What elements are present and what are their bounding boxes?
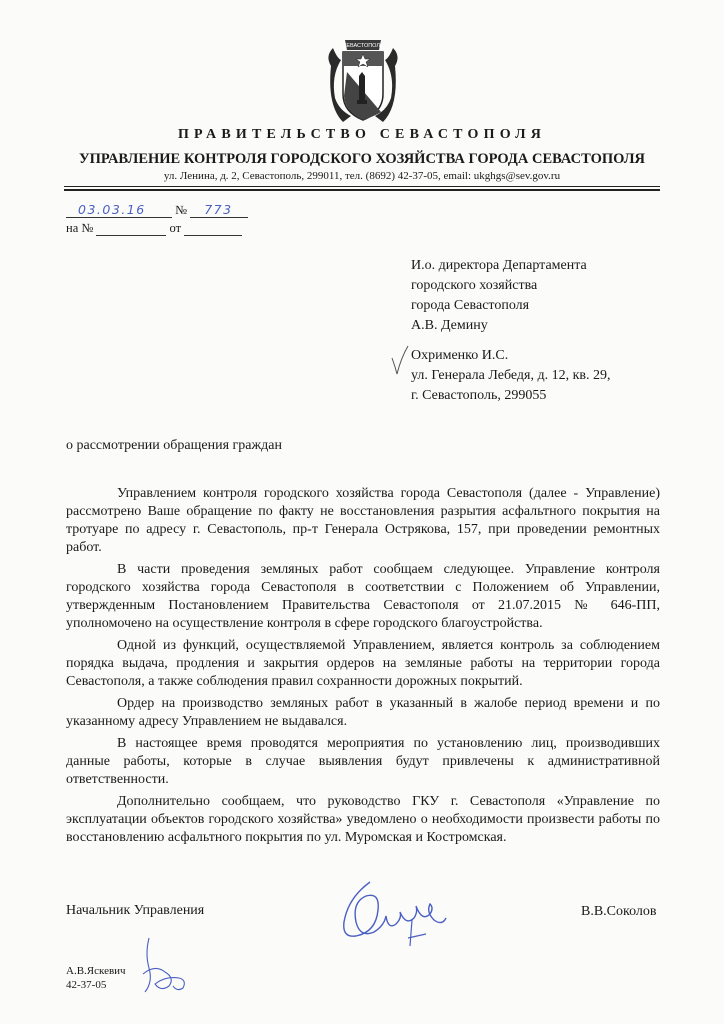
body-paragraph: В настоящее время проводятся мероприятия по установлению лиц, производивших данные работы, которые в случае выявления будут привлечены к административной ответственности. — [66, 736, 660, 787]
executor-phone: 42-37-05 — [66, 979, 107, 991]
government-title: ПРАВИТЕЛЬСТВО СЕВАСТОПОЛЯ — [177, 127, 547, 142]
department-address: ул. Ленина, д. 2, Севастополь, 299011, тел. (8692) 42-37-05, email: ukghgs@sev.gov.ru — [163, 170, 561, 182]
recipient-block-2 — [411, 346, 611, 406]
executor-initials — [135, 934, 195, 996]
handwritten-signature — [330, 876, 450, 958]
recipient-line: г. Севастополь, 299055 — [411, 388, 547, 403]
body-paragraph: Управлением контроля городского хозяйства города Севастополя (далее - Управление) рассмотрено Ваше обращение по факту не восстановления разрытия асфальтного покрытия на тротуаре по адресу г. Севастополь, пр-т Генерала Острякова, 157, при проведении ремонтных работ. — [66, 486, 660, 555]
reply-from-label: от — [169, 221, 182, 235]
outgoing-number: 773 — [204, 202, 233, 217]
body-paragraph: Дополнительно сообщаем, что руководство ГКУ г. Севастополя «Управление по эксплуатации объектов городского хозяйства» уведомлено о необходимости произвести работы по восстановлению асфальтного покрытия по ул. Муромская и Костромская. — [66, 794, 660, 845]
outgoing-number-field — [190, 203, 248, 218]
executor-name: А.В.Яскевич — [66, 965, 126, 977]
number-label: № — [175, 203, 188, 217]
recipient-line: городского хозяйства — [411, 278, 538, 293]
header-divider-bold — [64, 189, 660, 191]
recipient-line: города Севастополя — [411, 298, 530, 313]
recipient-line: Охрименко И.С. — [411, 348, 509, 363]
letter-body — [66, 485, 660, 851]
header-divider — [64, 186, 660, 187]
executor-info — [66, 964, 126, 992]
svg-text:СЕВАСТОПОЛЬ: СЕВАСТОПОЛЬ — [342, 43, 384, 49]
check-mark-icon — [390, 344, 410, 376]
letter-subject: о рассмотрении обращения граждан — [66, 438, 283, 453]
reply-date-field — [184, 221, 242, 236]
recipient-line: А.В. Демину — [411, 318, 488, 333]
outgoing-date-field — [66, 203, 172, 218]
department-title: УПРАВЛЕНИЕ КОНТРОЛЯ ГОРОДСКОГО ХОЗЯЙСТВА ГОРОДА СЕВАСТОПОЛЯ — [79, 151, 645, 167]
outgoing-date: 03.03.16 — [78, 202, 146, 217]
signatory-name: В.В.Соколов — [581, 904, 657, 919]
sevastopol-coat-of-arms-icon — [323, 36, 403, 130]
recipient-block-1 — [411, 256, 587, 336]
outgoing-registration — [66, 203, 248, 218]
body-paragraph: Одной из функций, осуществляемой Управлением, является контроль за соблюдением порядка выдача, продления и закрытия ордеров на земляные работы на территории города Севастополя, а также соблюдения правил сохранности дорожных покрытий. — [66, 638, 660, 689]
signatory-position: Начальник Управления — [66, 903, 205, 918]
reply-registration — [66, 221, 242, 236]
reply-prefix: на № — [66, 221, 94, 235]
recipient-line: И.о. директора Департамента — [411, 258, 587, 273]
recipient-line: ул. Генерала Лебедя, д. 12, кв. 29, — [411, 368, 611, 383]
body-paragraph: Ордер на производство земляных работ в указанный в жалобе период времени и по указанному адресу Управлением не выдавался. — [66, 696, 660, 729]
reply-number-field — [96, 221, 166, 236]
body-paragraph: В части проведения земляных работ сообщаем следующее. Управление контроля городского хозяйства города Севастополя в соответствии с Положением об Управлении, утвержденным Постановлением Правительства Севастополя от 21.07.2015 № 646-ПП, уполномочено на осуществление контроля в сфере городского благоустройства. — [66, 562, 660, 631]
